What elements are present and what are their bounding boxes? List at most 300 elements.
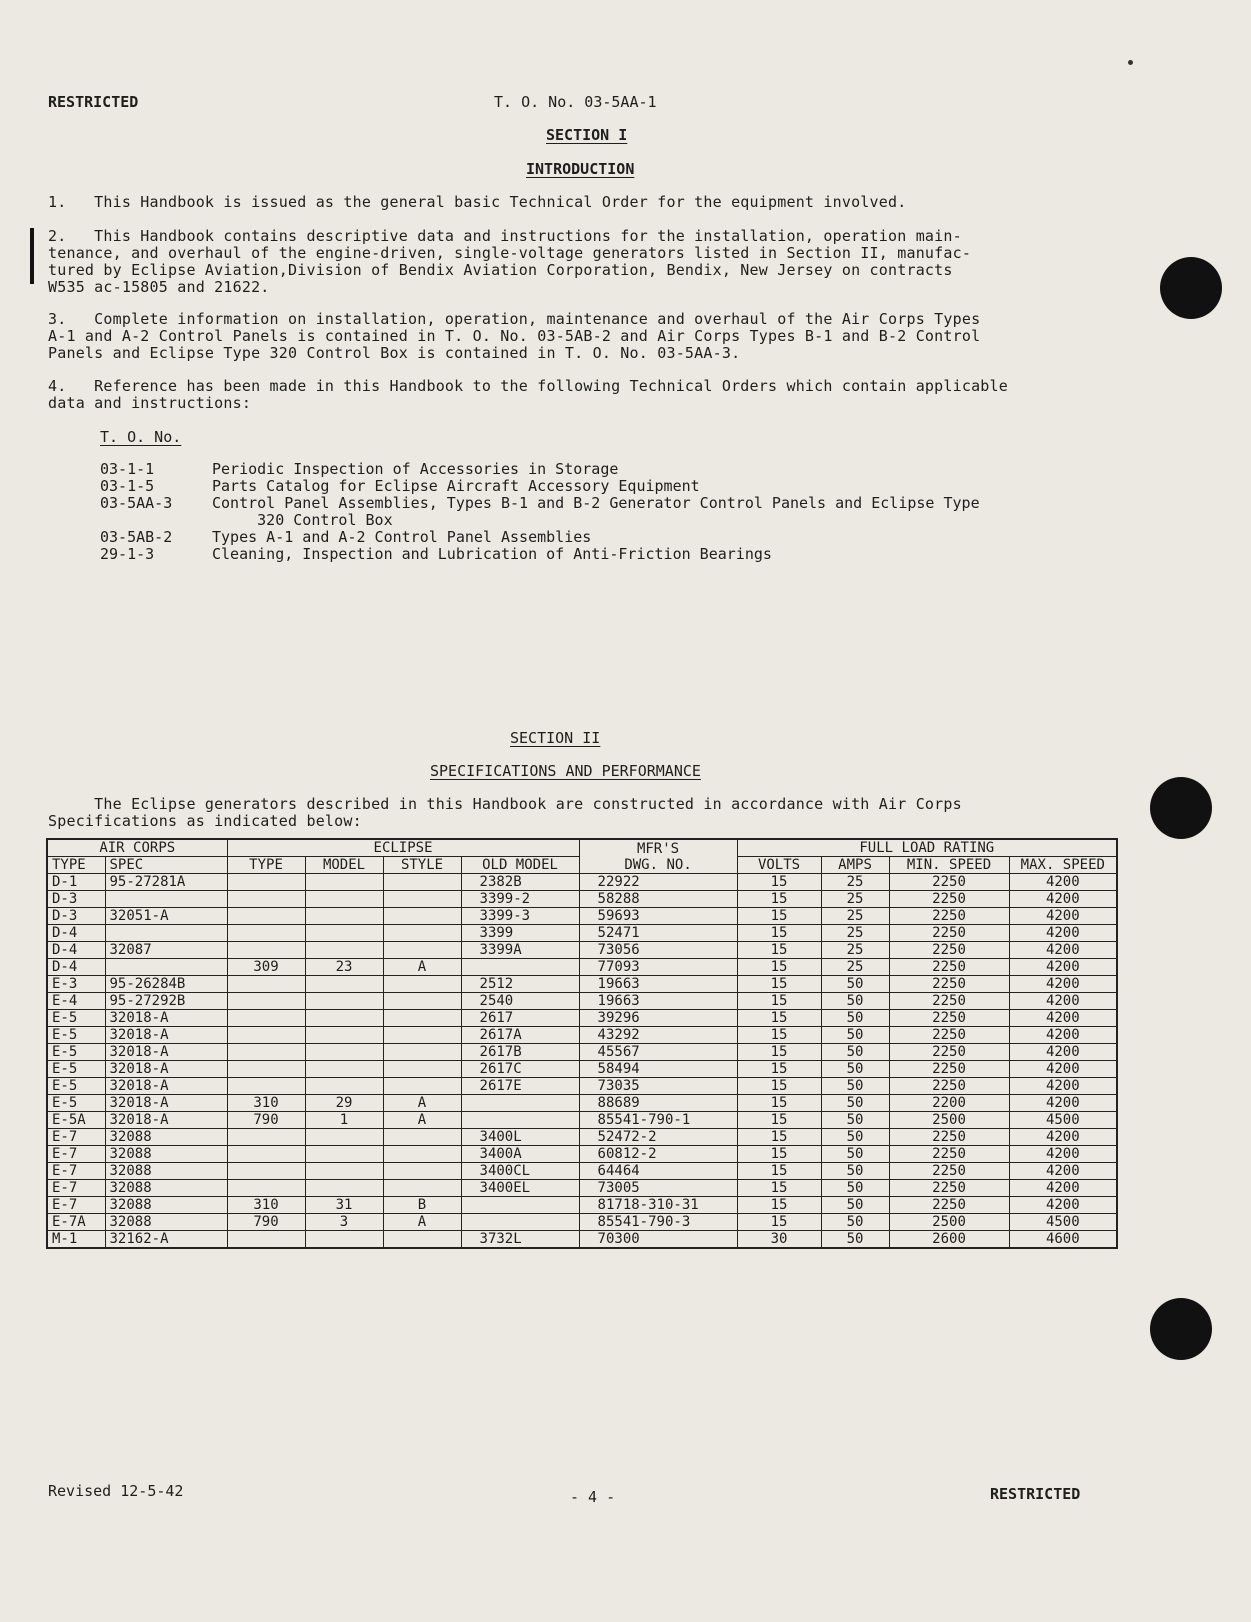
section2-title: SECTION II xyxy=(510,729,601,747)
table-row xyxy=(47,1027,1117,1044)
table-cell xyxy=(305,1146,383,1163)
table-cell: 31 xyxy=(305,1197,383,1214)
table-cell xyxy=(105,959,227,976)
table-cell: 29 xyxy=(305,1095,383,1112)
table-row xyxy=(47,1044,1117,1061)
table-cell: 32018-A xyxy=(105,1027,227,1044)
table-cell: 4200 xyxy=(1009,1197,1117,1214)
table-cell: 39296 xyxy=(579,1010,737,1027)
column-header: TYPE xyxy=(227,857,305,874)
table-row xyxy=(47,1129,1117,1146)
section2-subtitle: SPECIFICATIONS AND PERFORMANCE xyxy=(430,762,701,780)
footer-page-number: - 4 - xyxy=(570,1488,616,1506)
table-cell xyxy=(305,891,383,908)
table-cell: 50 xyxy=(821,1231,889,1249)
table-cell: 15 xyxy=(737,959,821,976)
table-cell: 73035 xyxy=(579,1078,737,1095)
table-cell: 309 xyxy=(227,959,305,976)
column-header: MODEL xyxy=(305,857,383,874)
table-cell xyxy=(227,908,305,925)
table-cell: 2600 xyxy=(889,1231,1009,1249)
table-cell: 32018-A xyxy=(105,1112,227,1129)
table-cell: E-7 xyxy=(47,1197,105,1214)
table-cell: 52472-2 xyxy=(579,1129,737,1146)
table-cell: 50 xyxy=(821,1010,889,1027)
table-cell: 15 xyxy=(737,1027,821,1044)
paragraph-4: 4. Reference has been made in this Handbook to the following Technical Orders which contain applicable data and instructions: xyxy=(48,377,1008,412)
table-cell: 3 xyxy=(305,1214,383,1231)
table-cell xyxy=(383,1027,461,1044)
table-cell: 32018-A xyxy=(105,1078,227,1095)
table-cell: 4200 xyxy=(1009,1044,1117,1061)
table-cell: 32087 xyxy=(105,942,227,959)
table-cell: 2250 xyxy=(889,1129,1009,1146)
air-corps-header: AIR CORPS xyxy=(47,839,227,857)
table-cell: E-5 xyxy=(47,1010,105,1027)
revision-bar xyxy=(30,228,34,284)
binder-hole-top xyxy=(1160,257,1222,319)
table-cell xyxy=(461,959,579,976)
references-heading: T. O. No. xyxy=(100,428,182,446)
table-cell xyxy=(227,1061,305,1078)
table-cell: 2382B xyxy=(461,874,579,891)
table-group-header-row xyxy=(47,839,1117,857)
table-cell: 73005 xyxy=(579,1180,737,1197)
section2-intro: The Eclipse generators described in this Handbook are constructed in accordance with Air Corps Specifications as indicated below: xyxy=(48,795,962,830)
table-cell xyxy=(383,942,461,959)
table-cell: 15 xyxy=(737,1214,821,1231)
table-row xyxy=(47,1146,1117,1163)
table-cell: 70300 xyxy=(579,1231,737,1249)
table-cell: 19663 xyxy=(579,993,737,1010)
table-cell: 77093 xyxy=(579,959,737,976)
table-cell xyxy=(305,1027,383,1044)
table-cell xyxy=(227,1146,305,1163)
table-cell xyxy=(383,993,461,1010)
table-cell: E-5 xyxy=(47,1044,105,1061)
table-cell: B xyxy=(383,1197,461,1214)
table-cell: 58288 xyxy=(579,891,737,908)
table-cell: D-4 xyxy=(47,925,105,942)
ref-desc: Parts Catalog for Eclipse Aircraft Accessory Equipment xyxy=(212,477,700,495)
ref-code: 03-5AB-2 xyxy=(100,528,173,546)
table-cell: E-7 xyxy=(47,1146,105,1163)
table-cell: 50 xyxy=(821,1095,889,1112)
table-cell: 15 xyxy=(737,1180,821,1197)
table-cell: 310 xyxy=(227,1095,305,1112)
table-cell: 2250 xyxy=(889,908,1009,925)
table-cell: E-5 xyxy=(47,1027,105,1044)
table-cell: 32088 xyxy=(105,1146,227,1163)
table-cell: 50 xyxy=(821,976,889,993)
column-header: OLD MODEL xyxy=(461,857,579,874)
table-cell: 3399-2 xyxy=(461,891,579,908)
table-cell: 4200 xyxy=(1009,1095,1117,1112)
table-cell: 25 xyxy=(821,908,889,925)
table-cell: 310 xyxy=(227,1197,305,1214)
table-row xyxy=(47,1163,1117,1180)
header-classification: RESTRICTED xyxy=(48,93,139,111)
table-cell: 4200 xyxy=(1009,1163,1117,1180)
table-cell: 15 xyxy=(737,1146,821,1163)
table-cell xyxy=(383,1163,461,1180)
table-cell: 32018-A xyxy=(105,1061,227,1078)
column-header: SPEC xyxy=(105,857,227,874)
ref-desc: Cleaning, Inspection and Lubrication of Anti-Friction Bearings xyxy=(212,545,772,563)
table-cell: 4200 xyxy=(1009,993,1117,1010)
table-row xyxy=(47,908,1117,925)
table-cell: 2500 xyxy=(889,1214,1009,1231)
table-cell: 2250 xyxy=(889,976,1009,993)
table-cell xyxy=(461,1112,579,1129)
table-row xyxy=(47,959,1117,976)
ref-code: 03-1-1 xyxy=(100,460,155,478)
column-header: AMPS xyxy=(821,857,889,874)
ref-code: 03-1-5 xyxy=(100,477,155,495)
table-cell: 2250 xyxy=(889,874,1009,891)
table-cell: 85541-790-3 xyxy=(579,1214,737,1231)
table-cell: 4600 xyxy=(1009,1231,1117,1249)
eclipse-header: ECLIPSE xyxy=(227,839,579,857)
table-cell: 15 xyxy=(737,1129,821,1146)
table-cell: 4200 xyxy=(1009,1180,1117,1197)
table-cell xyxy=(305,993,383,1010)
table-cell: 22922 xyxy=(579,874,737,891)
table-cell: 4200 xyxy=(1009,1010,1117,1027)
table-cell: 4200 xyxy=(1009,1129,1117,1146)
table-cell: 2500 xyxy=(889,1112,1009,1129)
table-cell xyxy=(305,1078,383,1095)
table-cell: 32088 xyxy=(105,1129,227,1146)
table-cell: 32162-A xyxy=(105,1231,227,1249)
table-cell: 50 xyxy=(821,1078,889,1095)
table-cell: 2250 xyxy=(889,993,1009,1010)
table-cell: 25 xyxy=(821,942,889,959)
table-cell xyxy=(227,874,305,891)
table-cell: E-5 xyxy=(47,1061,105,1078)
table-cell xyxy=(227,1010,305,1027)
footer-revised: Revised 12-5-42 xyxy=(48,1482,184,1500)
table-cell xyxy=(227,993,305,1010)
table-cell: 32088 xyxy=(105,1214,227,1231)
table-cell xyxy=(305,1044,383,1061)
table-cell: 50 xyxy=(821,1197,889,1214)
paragraph-2: 2. This Handbook contains descriptive data and instructions for the installation, operation main- tenance, and overhaul of the engine-driven, single-voltage generators listed in Section II, manufac- tured by Eclipse Aviation,Division of Bendix Aviation Corporation, Bendix, New Jersey on contracts W535 ac-15805 and 21622. xyxy=(48,227,972,296)
table-cell: 2617E xyxy=(461,1078,579,1095)
full-load-header: FULL LOAD RATING xyxy=(737,839,1117,857)
table-cell: 50 xyxy=(821,1129,889,1146)
table-cell: 3400EL xyxy=(461,1180,579,1197)
table-row xyxy=(47,1095,1117,1112)
table-cell: 15 xyxy=(737,1112,821,1129)
table-cell xyxy=(227,942,305,959)
table-cell: 15 xyxy=(737,925,821,942)
table-cell xyxy=(383,976,461,993)
table-cell: A xyxy=(383,959,461,976)
table-row xyxy=(47,1231,1117,1249)
table-cell: 15 xyxy=(737,942,821,959)
table-cell xyxy=(383,1044,461,1061)
table-cell xyxy=(105,891,227,908)
table-cell xyxy=(305,925,383,942)
table-cell: E-7 xyxy=(47,1163,105,1180)
table-cell: 15 xyxy=(737,1078,821,1095)
ref-code: 03-5AA-3 xyxy=(100,494,173,512)
table-cell: E-5A xyxy=(47,1112,105,1129)
table-cell xyxy=(383,908,461,925)
table-row xyxy=(47,1078,1117,1095)
table-cell: 15 xyxy=(737,891,821,908)
table-cell xyxy=(227,891,305,908)
table-cell xyxy=(305,942,383,959)
table-cell: D-3 xyxy=(47,891,105,908)
table-cell: 52471 xyxy=(579,925,737,942)
table-cell: E-5 xyxy=(47,1078,105,1095)
table-cell: 25 xyxy=(821,874,889,891)
table-cell: 50 xyxy=(821,1163,889,1180)
table-cell: 3399-3 xyxy=(461,908,579,925)
table-cell: 50 xyxy=(821,1214,889,1231)
table-cell xyxy=(227,1180,305,1197)
table-cell: 50 xyxy=(821,1027,889,1044)
table-row xyxy=(47,1061,1117,1078)
ref-desc: Types A-1 and A-2 Control Panel Assemblies xyxy=(212,528,592,546)
table-cell: 4200 xyxy=(1009,891,1117,908)
table-cell: 4200 xyxy=(1009,925,1117,942)
table-cell: E-4 xyxy=(47,993,105,1010)
table-cell: 50 xyxy=(821,1044,889,1061)
table-cell: E-3 xyxy=(47,976,105,993)
table-cell: 4500 xyxy=(1009,1214,1117,1231)
table-cell xyxy=(305,1231,383,1249)
table-row xyxy=(47,976,1117,993)
table-cell: 50 xyxy=(821,1146,889,1163)
mfr-dwg-header: MFR'S DWG. NO. xyxy=(579,839,737,874)
table-cell: 32051-A xyxy=(105,908,227,925)
column-header: TYPE xyxy=(47,857,105,874)
table-cell: 15 xyxy=(737,976,821,993)
table-row xyxy=(47,1180,1117,1197)
table-cell: 60812-2 xyxy=(579,1146,737,1163)
table-cell: 4200 xyxy=(1009,874,1117,891)
table-cell: E-7A xyxy=(47,1214,105,1231)
table-cell: D-4 xyxy=(47,959,105,976)
paragraph-1: 1. This Handbook is issued as the general basic Technical Order for the equipment involved. xyxy=(48,193,907,211)
table-cell: 15 xyxy=(737,1095,821,1112)
table-cell xyxy=(305,874,383,891)
table-cell: 2250 xyxy=(889,891,1009,908)
table-cell: 15 xyxy=(737,993,821,1010)
table-cell: 32088 xyxy=(105,1163,227,1180)
table-cell xyxy=(227,1078,305,1095)
table-row xyxy=(47,1112,1117,1129)
table-cell: 15 xyxy=(737,1010,821,1027)
table-cell: 23 xyxy=(305,959,383,976)
table-cell: 2250 xyxy=(889,1044,1009,1061)
table-cell xyxy=(383,874,461,891)
table-cell xyxy=(383,925,461,942)
table-cell: 2617A xyxy=(461,1027,579,1044)
table-cell: 2512 xyxy=(461,976,579,993)
table-cell: E-7 xyxy=(47,1180,105,1197)
table-cell: 2250 xyxy=(889,1163,1009,1180)
table-cell xyxy=(383,891,461,908)
paragraph-3: 3. Complete information on installation, operation, maintenance and overhaul of the Air Corps Types A-1 and A-2 Control Panels is contained in T. O. No. 03-5AB-2 and Air Corps Types B-1 and B-2 Control Panels and Eclipse Type 320 Control Box is contained in T. O. No. 03-5AA-3. xyxy=(48,310,981,362)
table-cell xyxy=(383,1129,461,1146)
table-cell: 2617 xyxy=(461,1010,579,1027)
table-cell: A xyxy=(383,1095,461,1112)
table-cell: 32018-A xyxy=(105,1095,227,1112)
table-cell: 25 xyxy=(821,925,889,942)
table-cell: D-3 xyxy=(47,908,105,925)
table-cell: 19663 xyxy=(579,976,737,993)
table-cell xyxy=(383,1231,461,1249)
table-cell: A xyxy=(383,1214,461,1231)
table-cell: 95-26284B xyxy=(105,976,227,993)
table-cell: A xyxy=(383,1112,461,1129)
table-cell: 32088 xyxy=(105,1197,227,1214)
table-cell: 3399 xyxy=(461,925,579,942)
table-cell: 4200 xyxy=(1009,1027,1117,1044)
table-cell: 3400L xyxy=(461,1129,579,1146)
table-cell: 95-27292B xyxy=(105,993,227,1010)
table-cell: 4200 xyxy=(1009,942,1117,959)
table-cell: 85541-790-1 xyxy=(579,1112,737,1129)
table-row xyxy=(47,942,1117,959)
table-cell: 2250 xyxy=(889,1146,1009,1163)
table-cell: 15 xyxy=(737,1061,821,1078)
table-cell xyxy=(305,976,383,993)
table-cell: 45567 xyxy=(579,1044,737,1061)
table-cell: 2250 xyxy=(889,959,1009,976)
table-cell xyxy=(105,925,227,942)
table-row xyxy=(47,993,1117,1010)
column-header: STYLE xyxy=(383,857,461,874)
table-cell xyxy=(305,1180,383,1197)
table-cell: 4500 xyxy=(1009,1112,1117,1129)
table-cell: 2250 xyxy=(889,942,1009,959)
table-cell: 15 xyxy=(737,908,821,925)
table-cell: 2540 xyxy=(461,993,579,1010)
table-row xyxy=(47,925,1117,942)
table-cell: 3400CL xyxy=(461,1163,579,1180)
table-cell: 59693 xyxy=(579,908,737,925)
table-row xyxy=(47,1214,1117,1231)
table-cell: 1 xyxy=(305,1112,383,1129)
table-row xyxy=(47,1197,1117,1214)
table-cell xyxy=(227,1163,305,1180)
column-header: VOLTS xyxy=(737,857,821,874)
table-cell: 4200 xyxy=(1009,976,1117,993)
ref-desc: Control Panel Assemblies, Types B-1 and B-2 Generator Control Panels and Eclipse Type 320 Control Box xyxy=(212,494,980,529)
table-cell: 95-27281A xyxy=(105,874,227,891)
table-cell: 30 xyxy=(737,1231,821,1249)
table-cell: E-7 xyxy=(47,1129,105,1146)
table-cell xyxy=(227,1231,305,1249)
specifications-table xyxy=(46,838,1118,1249)
section1-subtitle: INTRODUCTION xyxy=(526,160,635,178)
table-cell: 2617C xyxy=(461,1061,579,1078)
table-cell xyxy=(461,1197,579,1214)
column-header: MIN. SPEED xyxy=(889,857,1009,874)
table-cell: 50 xyxy=(821,1112,889,1129)
binder-hole-middle xyxy=(1150,777,1212,839)
table-cell: 64464 xyxy=(579,1163,737,1180)
table-cell xyxy=(305,908,383,925)
table-cell: 2200 xyxy=(889,1095,1009,1112)
table-cell xyxy=(227,1027,305,1044)
table-cell: 2250 xyxy=(889,1197,1009,1214)
table-cell: 15 xyxy=(737,1197,821,1214)
table-cell: 2250 xyxy=(889,1061,1009,1078)
table-cell xyxy=(383,1180,461,1197)
table-cell xyxy=(383,1061,461,1078)
table-cell: 32018-A xyxy=(105,1044,227,1061)
table-cell xyxy=(227,976,305,993)
table-cell xyxy=(461,1214,579,1231)
ref-code: 29-1-3 xyxy=(100,545,155,563)
table-cell xyxy=(461,1095,579,1112)
table-cell xyxy=(227,1044,305,1061)
table-cell: 43292 xyxy=(579,1027,737,1044)
table-cell: 2617B xyxy=(461,1044,579,1061)
table-cell: D-4 xyxy=(47,942,105,959)
table-cell: 4200 xyxy=(1009,959,1117,976)
table-cell: M-1 xyxy=(47,1231,105,1249)
table-cell: 4200 xyxy=(1009,1146,1117,1163)
table-cell: 4200 xyxy=(1009,1061,1117,1078)
table-cell: 2250 xyxy=(889,1180,1009,1197)
table-row xyxy=(47,1010,1117,1027)
speck xyxy=(1128,60,1133,65)
table-row xyxy=(47,874,1117,891)
table-cell xyxy=(227,925,305,942)
table-cell: 2250 xyxy=(889,1078,1009,1095)
table-cell xyxy=(305,1163,383,1180)
table-cell: 4200 xyxy=(1009,1078,1117,1095)
table-cell: 2250 xyxy=(889,1027,1009,1044)
table-cell xyxy=(383,1010,461,1027)
table-cell: 15 xyxy=(737,874,821,891)
table-cell xyxy=(305,1010,383,1027)
table-cell: 73056 xyxy=(579,942,737,959)
table-cell: 58494 xyxy=(579,1061,737,1078)
table-cell xyxy=(227,1129,305,1146)
table-cell: 15 xyxy=(737,1044,821,1061)
table-cell xyxy=(383,1146,461,1163)
table-cell: 50 xyxy=(821,993,889,1010)
table-cell: 32088 xyxy=(105,1180,227,1197)
table-cell: 4200 xyxy=(1009,908,1117,925)
column-header: MAX. SPEED xyxy=(1009,857,1117,874)
table-cell: 3732L xyxy=(461,1231,579,1249)
table-cell: 25 xyxy=(821,891,889,908)
table-cell: 88689 xyxy=(579,1095,737,1112)
table-cell: 81718-310-31 xyxy=(579,1197,737,1214)
ref-desc: Periodic Inspection of Accessories in Storage xyxy=(212,460,619,478)
table-cell: 2250 xyxy=(889,1010,1009,1027)
table-cell xyxy=(305,1129,383,1146)
section1-title: SECTION I xyxy=(546,126,628,144)
table-cell: 3399A xyxy=(461,942,579,959)
table-cell: 25 xyxy=(821,959,889,976)
table-cell xyxy=(305,1061,383,1078)
table-cell: 2250 xyxy=(889,925,1009,942)
table-cell: 50 xyxy=(821,1061,889,1078)
table-cell: 790 xyxy=(227,1112,305,1129)
table-cell: 32018-A xyxy=(105,1010,227,1027)
table-cell: 3400A xyxy=(461,1146,579,1163)
